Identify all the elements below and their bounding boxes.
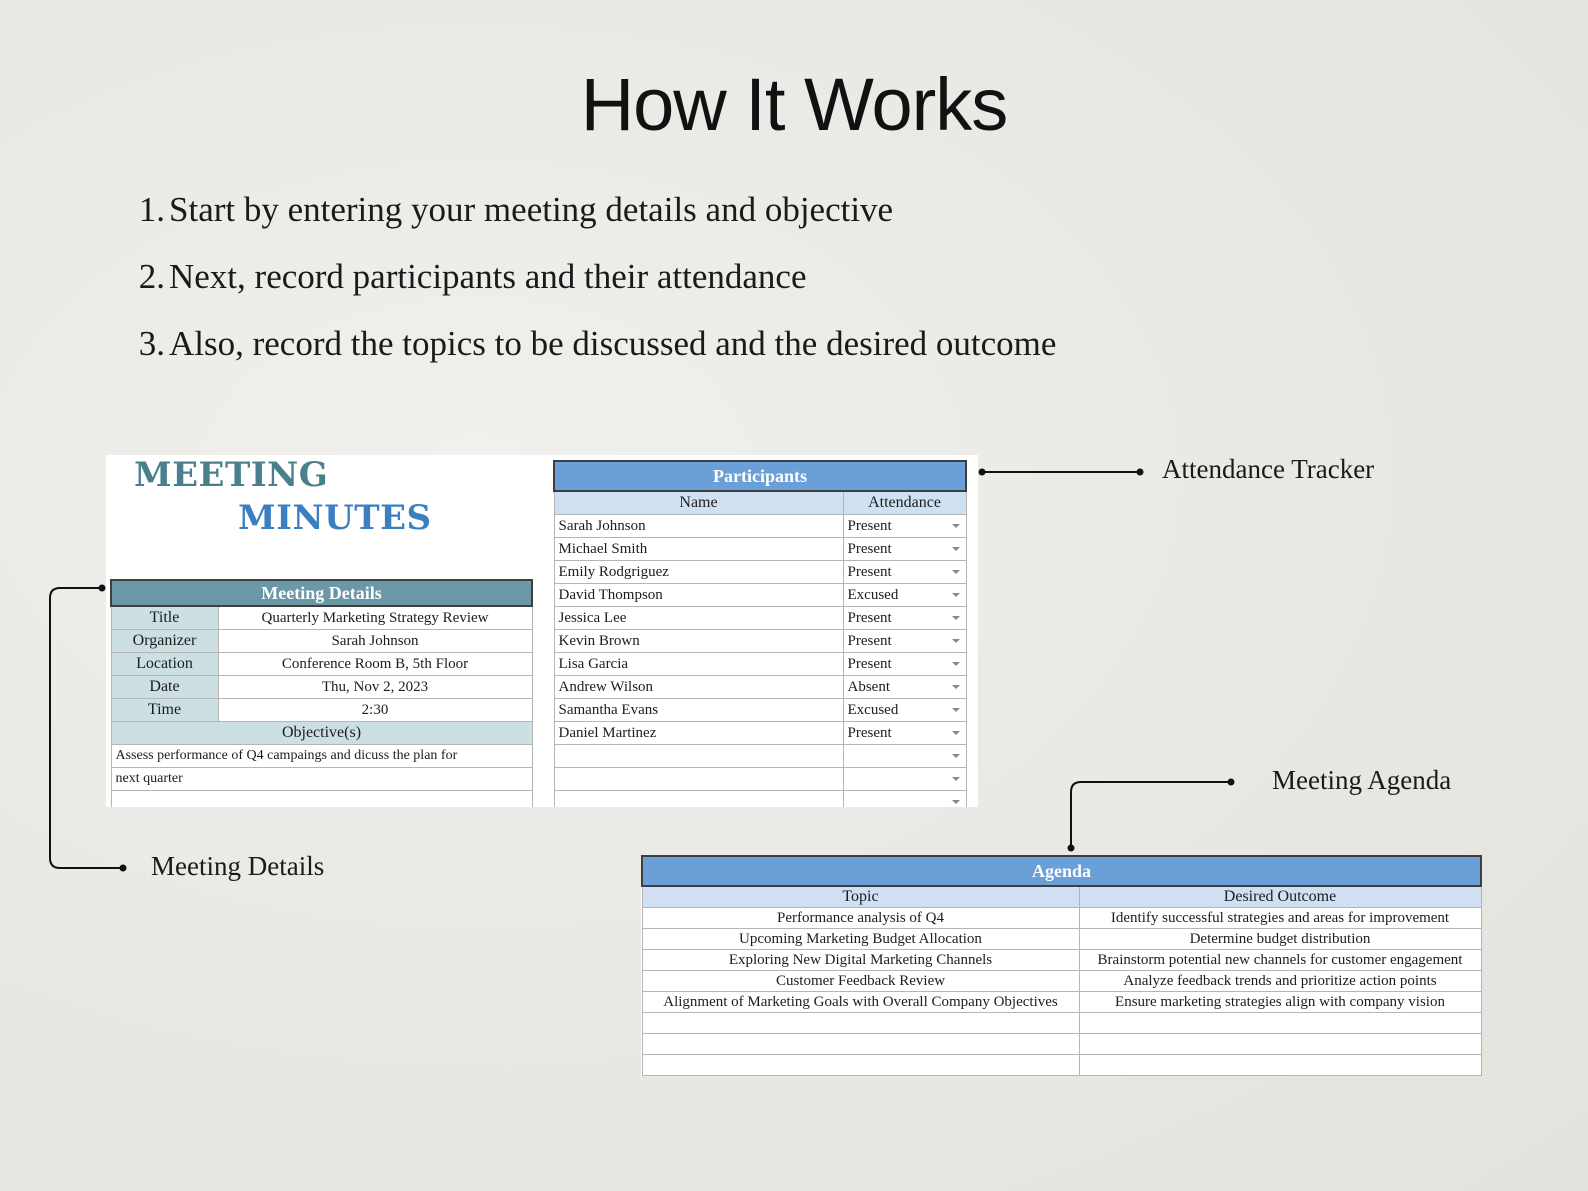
- detail-label: Location: [111, 653, 218, 676]
- attendance-dropdown[interactable]: [843, 722, 966, 745]
- connector-dot: [1137, 469, 1144, 476]
- column-header-attendance: Attendance: [843, 491, 966, 515]
- dropdown-arrow-icon[interactable]: [952, 547, 960, 551]
- agenda-table: [641, 855, 1482, 1076]
- attendance-dropdown[interactable]: [843, 745, 966, 768]
- participant-name[interactable]: Samantha Evans: [554, 699, 843, 722]
- table-row: [554, 538, 966, 561]
- attendance-dropdown[interactable]: [843, 515, 966, 538]
- detail-label: Title: [111, 606, 218, 630]
- dropdown-arrow-icon[interactable]: [952, 777, 960, 781]
- dropdown-arrow-icon[interactable]: [952, 639, 960, 643]
- connector-dot: [979, 469, 986, 476]
- table-row: [554, 515, 966, 538]
- participant-name[interactable]: Michael Smith: [554, 538, 843, 561]
- attendance-value: Present: [847, 632, 892, 649]
- table-row: [554, 561, 966, 584]
- table-row: [554, 607, 966, 630]
- agenda-outcome[interactable]: Determine budget distribution: [1079, 929, 1481, 950]
- connector-dot: [120, 865, 127, 872]
- participant-name[interactable]: Sarah Johnson: [554, 515, 843, 538]
- agenda-topic[interactable]: Alignment of Marketing Goals with Overall Company Objectives: [642, 992, 1079, 1013]
- attendance-dropdown[interactable]: [843, 676, 966, 699]
- agenda-outcome[interactable]: Analyze feedback trends and prioritize action points: [1079, 971, 1481, 992]
- attendance-value: Present: [847, 655, 892, 672]
- detail-label: Time: [111, 699, 218, 722]
- attendance-dropdown[interactable]: [843, 561, 966, 584]
- dropdown-arrow-icon[interactable]: [952, 708, 960, 712]
- objective-text-line2[interactable]: next quarter: [111, 768, 532, 791]
- participant-name[interactable]: [554, 791, 843, 808]
- participant-name[interactable]: Daniel Martinez: [554, 722, 843, 745]
- agenda-topic[interactable]: [642, 1034, 1079, 1055]
- table-row: [554, 768, 966, 791]
- table-row: [642, 1034, 1481, 1055]
- table-row: [642, 908, 1481, 929]
- table-row: [111, 676, 532, 699]
- participant-name[interactable]: David Thompson: [554, 584, 843, 607]
- attendance-dropdown[interactable]: [843, 699, 966, 722]
- attendance-value: Present: [847, 609, 892, 626]
- table-row: [642, 992, 1481, 1013]
- attendance-value: Present: [847, 563, 892, 580]
- table-row: [111, 630, 532, 653]
- detail-value[interactable]: 2:30: [218, 699, 532, 722]
- column-header-outcome: Desired Outcome: [1079, 886, 1481, 908]
- callout-meeting-agenda: Meeting Agenda: [1272, 765, 1452, 795]
- table-row: [554, 722, 966, 745]
- dropdown-arrow-icon[interactable]: [952, 685, 960, 689]
- table-row: [554, 676, 966, 699]
- objective-empty-cell[interactable]: [111, 791, 532, 808]
- table-row: [111, 606, 532, 630]
- detail-label: Date: [111, 676, 218, 699]
- step-text: Next, record participants and their attendance: [169, 257, 807, 296]
- callout-attendance-tracker: Attendance Tracker: [1162, 454, 1375, 484]
- connector-dot: [99, 585, 106, 592]
- table-row: [554, 630, 966, 653]
- spreadsheet-panel: [106, 455, 978, 807]
- table-row: [642, 971, 1481, 992]
- participants-table: [553, 460, 967, 807]
- dropdown-arrow-icon[interactable]: [952, 570, 960, 574]
- step-number: 1.: [138, 190, 165, 229]
- objective-label: Objective(s): [111, 722, 532, 745]
- table-row: [642, 950, 1481, 971]
- attendance-value: Excused: [847, 586, 899, 603]
- attendance-dropdown[interactable]: [843, 630, 966, 653]
- detail-value[interactable]: Thu, Nov 2, 2023: [218, 676, 532, 699]
- column-header-name: Name: [554, 491, 843, 515]
- agenda-topic[interactable]: [642, 1013, 1079, 1034]
- agenda-topic[interactable]: [642, 1055, 1079, 1076]
- connector-dot: [1068, 845, 1075, 852]
- participants-header: Participants: [554, 461, 966, 491]
- agenda-topic[interactable]: Exploring New Digital Marketing Channels: [642, 950, 1079, 971]
- meeting-details-header: Meeting Details: [111, 580, 532, 606]
- participant-name[interactable]: Jessica Lee: [554, 607, 843, 630]
- attendance-dropdown[interactable]: [843, 538, 966, 561]
- table-row: [642, 1013, 1481, 1034]
- agenda-connector: [1071, 782, 1231, 848]
- step-text: Start by entering your meeting details and objective: [169, 190, 894, 229]
- participant-name[interactable]: Andrew Wilson: [554, 676, 843, 699]
- attendance-dropdown[interactable]: [843, 653, 966, 676]
- callout-meeting-details: Meeting Details: [151, 851, 325, 881]
- table-row: [554, 584, 966, 607]
- agenda-outcome[interactable]: [1079, 1013, 1481, 1034]
- dropdown-arrow-icon[interactable]: [952, 662, 960, 666]
- sheet-title-line1: MEETING: [134, 455, 329, 495]
- attendance-dropdown[interactable]: [843, 607, 966, 630]
- table-row: [554, 699, 966, 722]
- step-number: 3.: [138, 324, 165, 363]
- attendance-dropdown[interactable]: [843, 584, 966, 607]
- agenda-outcome[interactable]: Identify successful strategies and areas for improvement: [1079, 908, 1481, 929]
- agenda-topic[interactable]: Performance analysis of Q4: [642, 908, 1079, 929]
- table-row: [554, 745, 966, 768]
- attendance-value: Excused: [847, 701, 899, 718]
- agenda-outcome[interactable]: [1079, 1055, 1481, 1076]
- dropdown-arrow-icon[interactable]: [952, 524, 960, 528]
- page-title: How It Works: [580, 63, 1008, 146]
- meeting-details-table: [110, 579, 533, 807]
- dropdown-arrow-icon[interactable]: [952, 616, 960, 620]
- dropdown-arrow-icon[interactable]: [952, 800, 960, 804]
- table-row: [111, 653, 532, 676]
- detail-value[interactable]: Quarterly Marketing Strategy Review: [218, 606, 532, 630]
- table-row: [554, 653, 966, 676]
- step-text: Also, record the topics to be discussed and the desired outcome: [169, 324, 1057, 363]
- column-header-topic: Topic: [642, 886, 1079, 908]
- objective-text-line1[interactable]: Assess performance of Q4 campaings and dicuss the plan for: [111, 745, 532, 768]
- participant-name[interactable]: Kevin Brown: [554, 630, 843, 653]
- participant-name[interactable]: Emily Rodgriguez: [554, 561, 843, 584]
- step-number: 2.: [138, 257, 165, 296]
- agenda-topic[interactable]: Upcoming Marketing Budget Allocation: [642, 929, 1079, 950]
- table-row: [554, 791, 966, 808]
- table-row: [111, 699, 532, 722]
- sheet-title-line2: MINUTES: [238, 498, 432, 538]
- attendance-value: Present: [847, 724, 892, 741]
- attendance-dropdown[interactable]: [843, 768, 966, 791]
- detail-label: Organizer: [111, 630, 218, 653]
- attendance-value: Present: [847, 517, 892, 534]
- dropdown-arrow-icon[interactable]: [952, 593, 960, 597]
- dropdown-arrow-icon[interactable]: [952, 731, 960, 735]
- attendance-dropdown[interactable]: [843, 791, 966, 808]
- participant-name[interactable]: [554, 745, 843, 768]
- participant-name[interactable]: Lisa Garcia: [554, 653, 843, 676]
- agenda-outcome[interactable]: Brainstorm potential new channels for customer engagement: [1079, 950, 1481, 971]
- agenda-outcome[interactable]: [1079, 1034, 1481, 1055]
- participant-name[interactable]: [554, 768, 843, 791]
- agenda-header: Agenda: [642, 856, 1481, 886]
- table-row: [642, 1055, 1481, 1076]
- agenda-topic[interactable]: Customer Feedback Review: [642, 971, 1079, 992]
- attendance-value: Absent: [847, 678, 890, 695]
- dropdown-arrow-icon[interactable]: [952, 754, 960, 758]
- detail-value[interactable]: Sarah Johnson: [218, 630, 532, 653]
- agenda-outcome[interactable]: Ensure marketing strategies align with company vision: [1079, 992, 1481, 1013]
- connector-dot: [1228, 779, 1235, 786]
- table-row: [642, 929, 1481, 950]
- detail-value[interactable]: Conference Room B, 5th Floor: [218, 653, 532, 676]
- attendance-value: Present: [847, 540, 892, 557]
